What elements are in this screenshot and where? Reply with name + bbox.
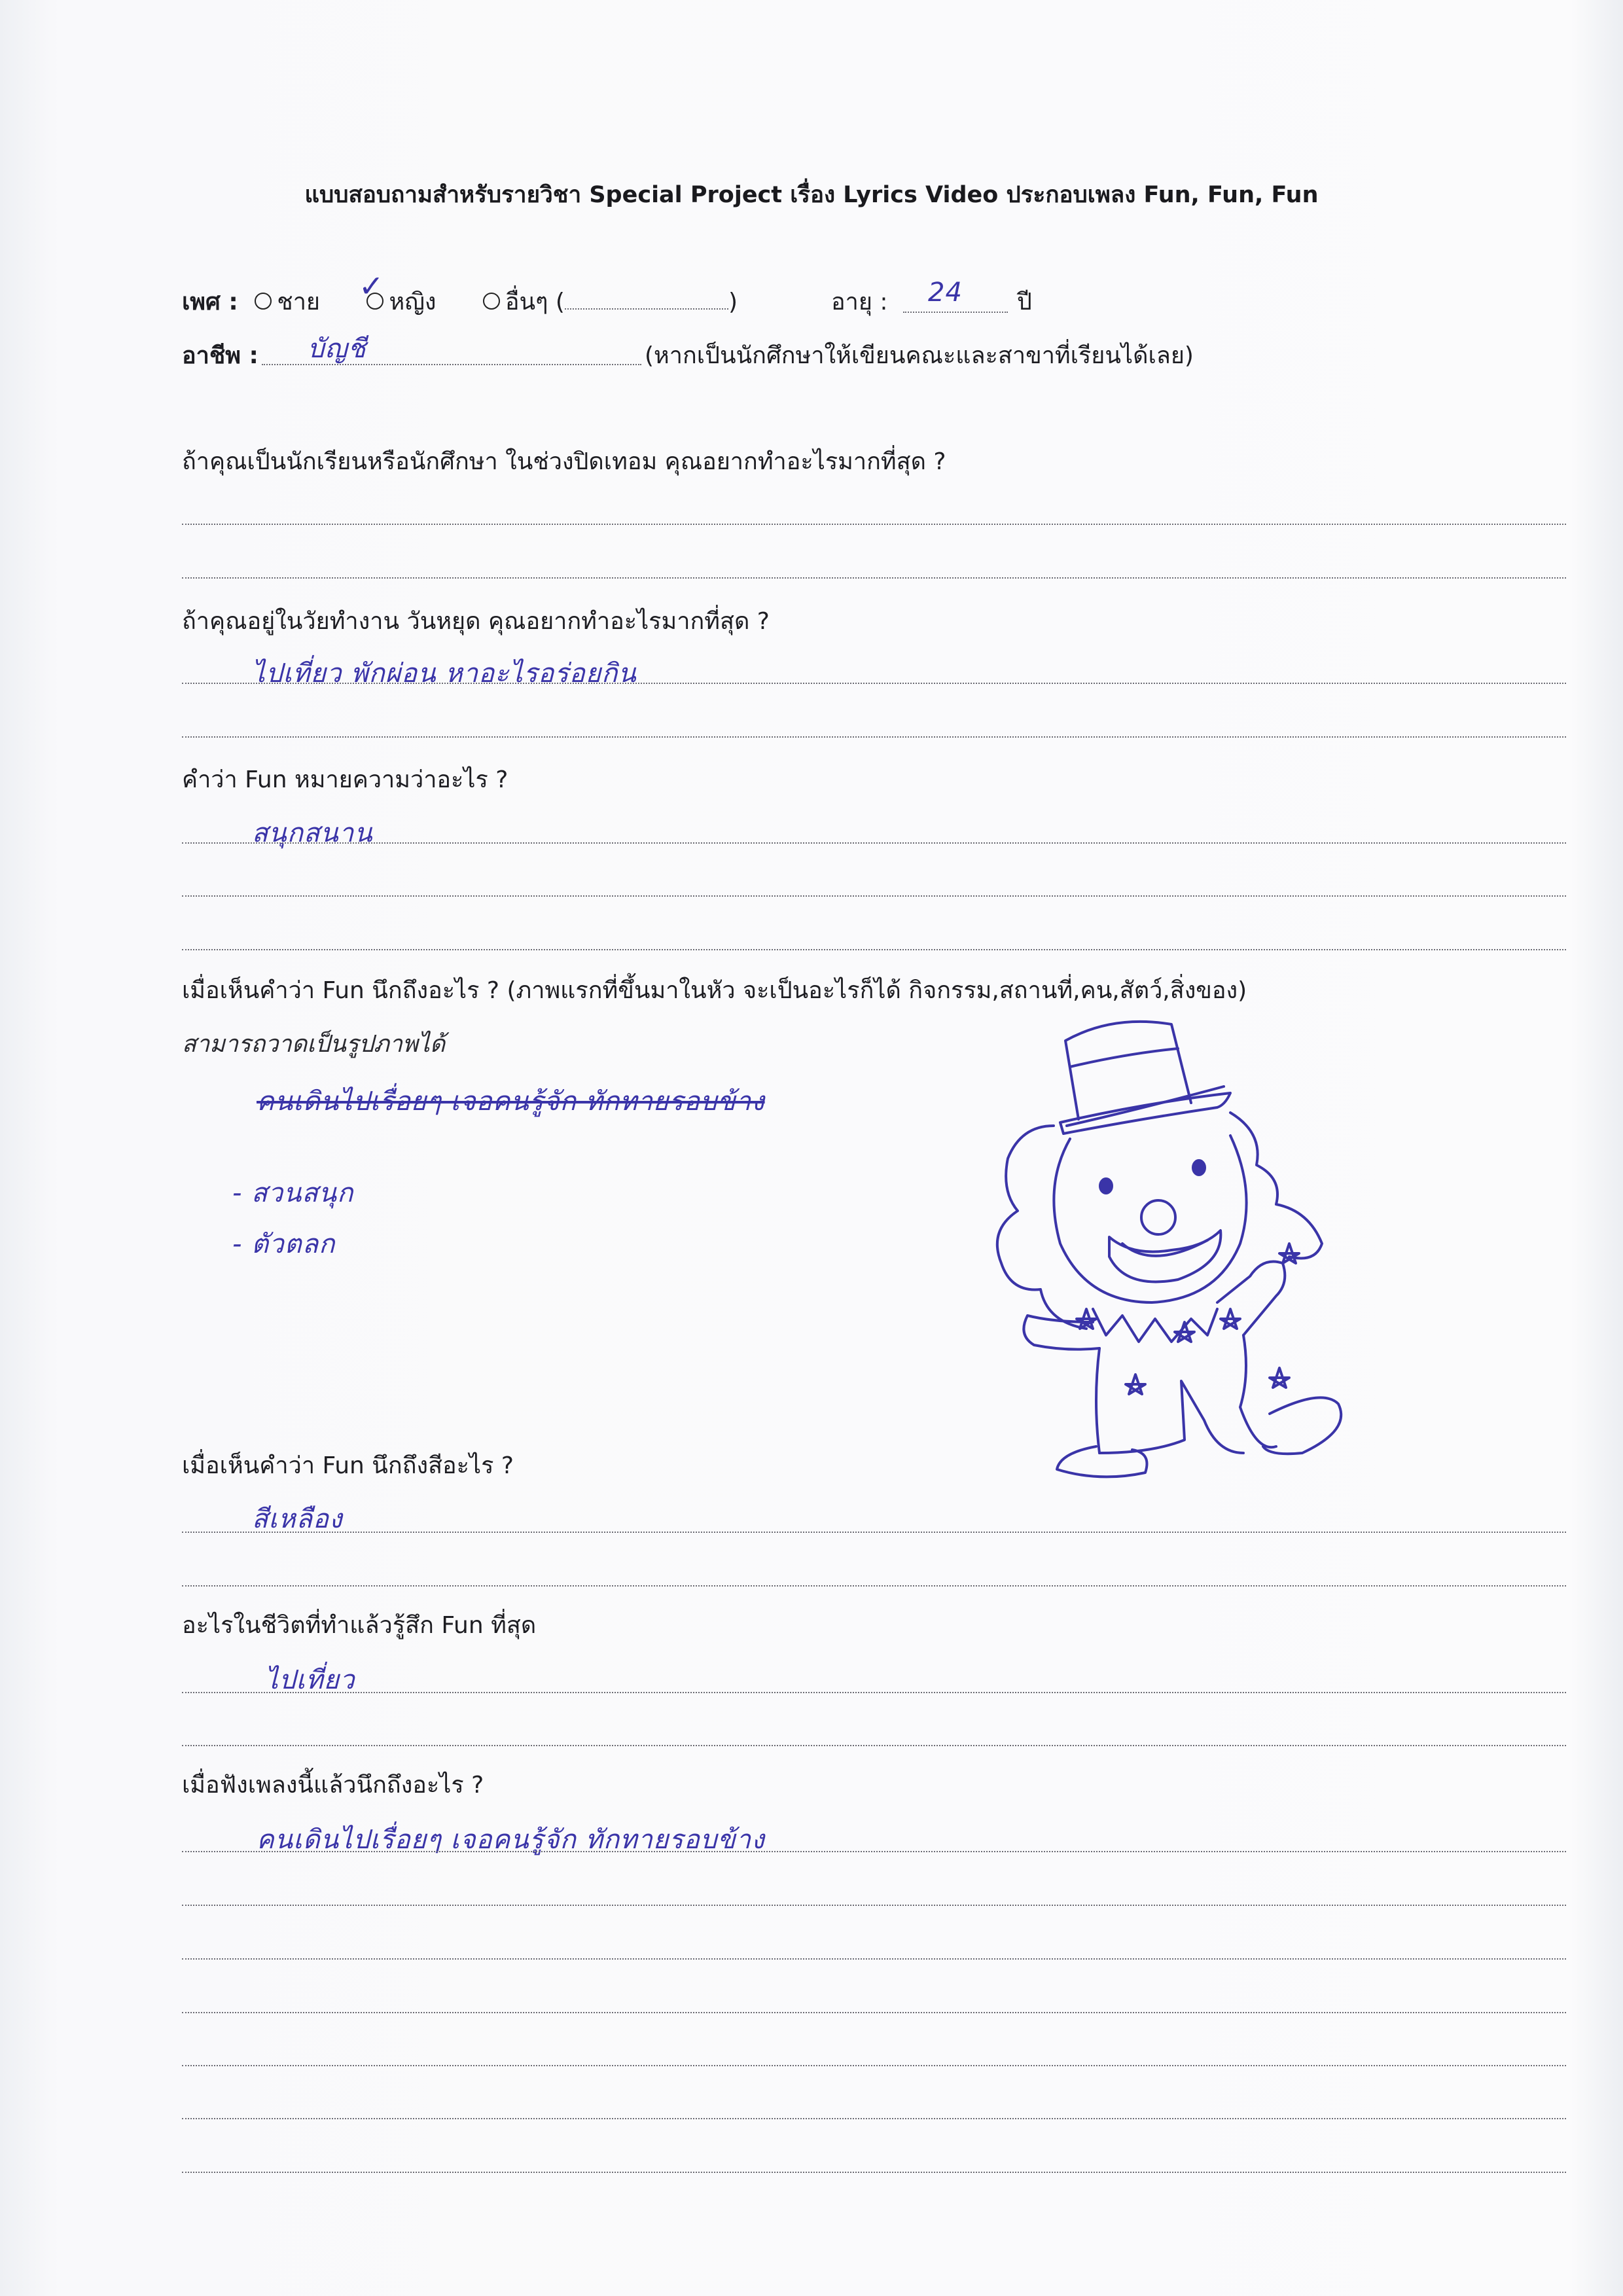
answer-line[interactable]	[182, 842, 1566, 844]
male-label: ชาย	[277, 289, 321, 315]
radio-other[interactable]	[483, 289, 738, 315]
answer-line[interactable]	[182, 1851, 1566, 1852]
question-3: คำว่า Fun หมายความว่าอะไร ?	[182, 766, 508, 793]
answer-line[interactable]	[182, 2118, 1566, 2119]
answer-line[interactable]	[182, 2172, 1566, 2173]
radio-male[interactable]	[255, 289, 320, 315]
form-title: แบบสอบถามสำหรับรายวิชา Special Project เรื่อง Lyrics Video ประกอบเพลง Fun, Fun, Fun	[304, 182, 1319, 208]
answer-line[interactable]	[182, 577, 1566, 579]
answer-line[interactable]	[182, 1585, 1566, 1587]
question-6: อะไรในชีวิตที่ทำแล้วรู้สึก Fun ที่สุด	[182, 1612, 537, 1639]
answer-line[interactable]	[182, 683, 1566, 684]
answer-2[interactable]: ไปเที่ยว พักผ่อน หาอะไรอร่อยกิน	[252, 658, 637, 689]
question-4: เมื่อเห็นคำว่า Fun นึกถึงอะไร ? (ภาพแรกที่ขึ้นมาในหัว จะเป็นอะไรก็ได้ กิจกรรม,สถานที่,คน,สัตว์,สิ่งของ)	[182, 977, 1247, 1004]
female-label: หญิง	[389, 289, 437, 315]
answer-line[interactable]	[182, 1958, 1566, 1960]
age-value[interactable]: 24	[928, 278, 963, 308]
answer-line[interactable]	[182, 2012, 1566, 2013]
answer-line[interactable]	[182, 1745, 1566, 1746]
question-2: ถ้าคุณอยู่ในวัยทำงาน วันหยุด คุณอยากทำอะไรมากที่สุด ?	[182, 608, 770, 635]
answer-line[interactable]	[182, 1532, 1566, 1533]
age-field-line	[903, 312, 1008, 313]
answer-line[interactable]	[182, 524, 1566, 525]
struck-answer: คนเดินไปเรื่อยๆ เจอคนรู้จัก ทักทายรอบข้าง	[257, 1086, 765, 1117]
answer-line[interactable]	[182, 895, 1566, 897]
answer-7[interactable]: คนเดินไปเรื่อยๆ เจอคนรู้จัก ทักทายรอบข้าง	[257, 1825, 765, 1855]
radio-circle-icon	[255, 293, 272, 310]
occupation-note: (หากเป็นนักศึกษาให้เขียนคณะและสาขาที่เรียนได้เลย)	[645, 342, 1194, 369]
gender-label: เพศ :	[182, 289, 238, 315]
radio-circle-icon	[483, 293, 500, 310]
question-7: เมื่อฟังเพลงนี้แล้วนึกถึงอะไร ?	[182, 1772, 484, 1799]
answer-line[interactable]	[182, 736, 1566, 738]
gender-row	[182, 283, 738, 320]
answer-5[interactable]: สีเหลือง	[252, 1504, 343, 1534]
answer-4-item-2[interactable]: - ตัวตลก	[232, 1229, 336, 1259]
occupation-value[interactable]: บัญชี	[308, 334, 366, 364]
question-4-hint: สามารถวาดเป็นรูปภาพได้	[182, 1031, 446, 1058]
other-label: อื่นๆ (	[505, 289, 565, 315]
other-close: )	[728, 289, 738, 315]
question-1: ถ้าคุณเป็นนักเรียนหรือนักศึกษา ในช่วงปิดเทอม คุณอยากทำอะไรมากที่สุด ?	[182, 448, 946, 475]
answer-line[interactable]	[182, 1692, 1566, 1693]
answer-line[interactable]	[182, 1905, 1566, 1906]
checkmark-icon: ✓	[359, 268, 384, 304]
answer-4-item-1[interactable]: - สวนสนุก	[232, 1178, 354, 1208]
age-label: อายุ :	[831, 289, 888, 315]
question-5: เมื่อเห็นคำว่า Fun นึกถึงสีอะไร ?	[182, 1452, 514, 1479]
clown-drawing	[982, 995, 1374, 1479]
age-unit: ปี	[1017, 289, 1032, 315]
occupation-label: อาชีพ :	[182, 342, 259, 369]
answer-line[interactable]	[182, 949, 1566, 950]
answer-6[interactable]: ไปเที่ยว	[265, 1665, 355, 1695]
answer-3[interactable]: สนุกสนาน	[252, 818, 373, 848]
answer-line[interactable]	[182, 2065, 1566, 2066]
